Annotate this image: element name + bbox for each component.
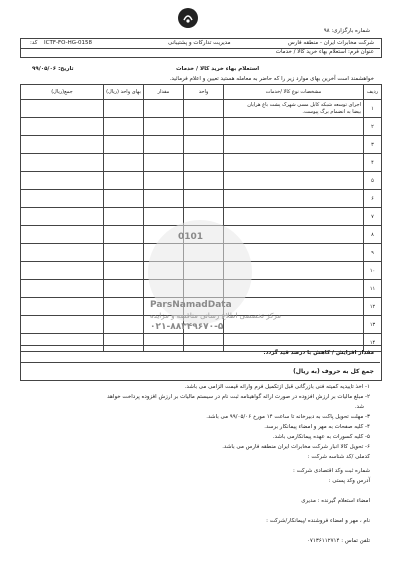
col-row-header: ردیف <box>364 85 382 100</box>
registration-field: شماره ثبت وکد اقتصادی شرکت : <box>292 468 370 474</box>
note-6: ۶- تحویل کالا انبار شرکت مخابرات ایران منطقه فارس می باشد. <box>222 444 370 450</box>
row-number: ۱۱ <box>364 280 382 298</box>
form-code: ICTF-FO-HG-0158 <box>44 40 92 46</box>
company-name: شرکت مخابرات ایران - منطقه فارس <box>287 40 374 46</box>
row-unit <box>184 154 224 172</box>
row-unit-price <box>104 244 144 262</box>
requester-signature: امضاء استعلام گیرنده : مدیری <box>301 498 370 504</box>
row-total <box>21 316 104 334</box>
row-unit-price <box>104 298 144 316</box>
row-unit <box>184 118 224 136</box>
note-3: ۳- مهلت تحویل پاکت به دبیرخانه تا ساعت ۱۴ مورخ ۹۹/۰۵/۰۶ می باشد. <box>206 414 370 420</box>
row-unit-price <box>104 316 144 334</box>
row-number: ۹ <box>364 244 382 262</box>
instruction-text: خواهشمند است آخرین بهای موارد زیر را که حاضر به معامله هستید تعیین و اعلام فرمائید. <box>169 76 374 82</box>
row-number: ۴ <box>364 154 382 172</box>
row-number: ۱۰ <box>364 262 382 280</box>
row-description <box>224 154 364 172</box>
row-unit-price <box>104 154 144 172</box>
row-unit-price <box>104 190 144 208</box>
row-number: ۱۳ <box>364 316 382 334</box>
row-unit-price <box>104 100 144 118</box>
table-row <box>21 118 382 136</box>
row-description <box>224 118 364 136</box>
row-unit <box>184 172 224 190</box>
inquiry-title: استعلام بهاء خرید کالا / خدمات <box>176 66 260 72</box>
vendor-signature: نام ، مهر و امضاء فروشنده /پیمانکار/شرکت : <box>266 518 370 524</box>
row-description <box>224 208 364 226</box>
address-field: آدرس وکد پستی : <box>328 478 370 484</box>
note-4: ۴- کلیه صفحات به مهر و امضاء پیمانکار برسد. <box>264 424 370 430</box>
table-row <box>21 190 382 208</box>
row-qty <box>144 208 184 226</box>
row-number: ۱۲ <box>364 298 382 316</box>
row-total <box>21 172 104 190</box>
row-total <box>21 118 104 136</box>
table-row <box>21 100 382 118</box>
row-unit-price <box>104 136 144 154</box>
watermark-number: 0101 <box>178 232 204 242</box>
row-total <box>21 280 104 298</box>
telecom-logo-icon <box>178 8 198 28</box>
form-title: عنوان فرم: استعلام بهاء خرید کالا / خدمات <box>275 49 374 55</box>
phone-field: تلفن تماس : ۰۷۱۳۶۱۱۲۷۱۴ <box>306 538 370 544</box>
row-qty <box>144 190 184 208</box>
row-total <box>21 244 104 262</box>
row-number: ۲ <box>364 118 382 136</box>
row-total <box>21 262 104 280</box>
row-description <box>224 226 364 244</box>
row-total <box>21 298 104 316</box>
row-description <box>224 190 364 208</box>
row-number: ۳ <box>364 136 382 154</box>
management-name: مدیریت تدارکات و پشتیبانی <box>168 40 231 46</box>
row-number: ۷ <box>364 208 382 226</box>
note-5: ۵- کلیه کسورات به عهده پیمانکارمی باشد. <box>272 434 370 440</box>
row-unit <box>184 190 224 208</box>
company-id-label: کدملی /کد شناسه شرکت : <box>307 454 370 460</box>
row-unit-price <box>104 226 144 244</box>
note-2-cont: شد. <box>354 404 364 410</box>
note-2: ۲- مبلغ مالیات بر ارزش افزوده در صورت ارائه گواهینامه ثبت نام در سیستم مالیات بر ارزش افزوده پرداخت خواهد <box>107 394 370 400</box>
row-total <box>21 136 104 154</box>
row-description <box>224 136 364 154</box>
col-unit-price-header: بهای واحد (ریال) <box>104 85 144 100</box>
summary-divider <box>20 362 380 363</box>
inquiry-date: تاریخ: ۹۹/۰۵/۰۶ <box>32 66 74 72</box>
row-unit <box>184 100 224 118</box>
row-qty <box>144 100 184 118</box>
company-logo <box>178 8 198 28</box>
row-total <box>21 226 104 244</box>
table-row <box>21 172 382 190</box>
row-number: ۶ <box>364 190 382 208</box>
sum-words-label: جمع کل به حروف (به ریال) <box>293 368 374 375</box>
row-number: ۵ <box>364 172 382 190</box>
row-total <box>21 154 104 172</box>
row-number: ۱۴ <box>364 334 382 352</box>
row-unit-price <box>104 262 144 280</box>
page-count: شماره بارگزاری: ۹۸ <box>323 28 370 34</box>
table-header-row <box>21 85 382 100</box>
row-number: ۱ <box>364 100 382 118</box>
row-qty <box>144 172 184 190</box>
row-unit-price <box>104 172 144 190</box>
table-row <box>21 136 382 154</box>
row-number: ۸ <box>364 226 382 244</box>
increase-label: مقدار افزایش / کاهش با درصد قید گردد: <box>263 350 374 356</box>
col-total-header: جمع(ریال) <box>21 85 104 100</box>
row-qty <box>144 154 184 172</box>
row-total <box>21 100 104 118</box>
row-desc-line1: اجرای توسعه شبکه کابل مسی شهرک پشت باغ هرایان <box>247 101 361 108</box>
form-code-label: کد: <box>30 40 38 46</box>
row-description <box>224 172 364 190</box>
row-total <box>21 190 104 208</box>
col-qty-header: مقدار <box>144 85 184 100</box>
watermark-phone: ۰۲۱-۸۸۳۴۹۶۷۰-۵ <box>150 322 224 332</box>
watermark-site: ParsNamadData <box>150 300 232 310</box>
row-desc-line2: بیضا به انضمام برگ پیوست. <box>302 108 361 115</box>
row-description <box>224 100 364 118</box>
note-1: ۱- اخذ تاییدیه کمیته فنی بازرگانی قبل ازتکمیل فرم وارائه قیمت الزامی می باشد. <box>184 384 370 390</box>
row-qty <box>144 118 184 136</box>
row-unit <box>184 136 224 154</box>
col-unit-header: واحد <box>184 85 224 100</box>
table-row <box>21 154 382 172</box>
row-unit-price <box>104 208 144 226</box>
col-desc-header: مشخصات نوع کالا /خدمات <box>224 85 364 100</box>
row-total <box>21 208 104 226</box>
row-qty <box>144 136 184 154</box>
row-unit-price <box>104 280 144 298</box>
row-unit-price <box>104 118 144 136</box>
watermark-line: مرکز تخصصی اطلاع رسانی مناقصه و مزایده <box>150 312 282 320</box>
